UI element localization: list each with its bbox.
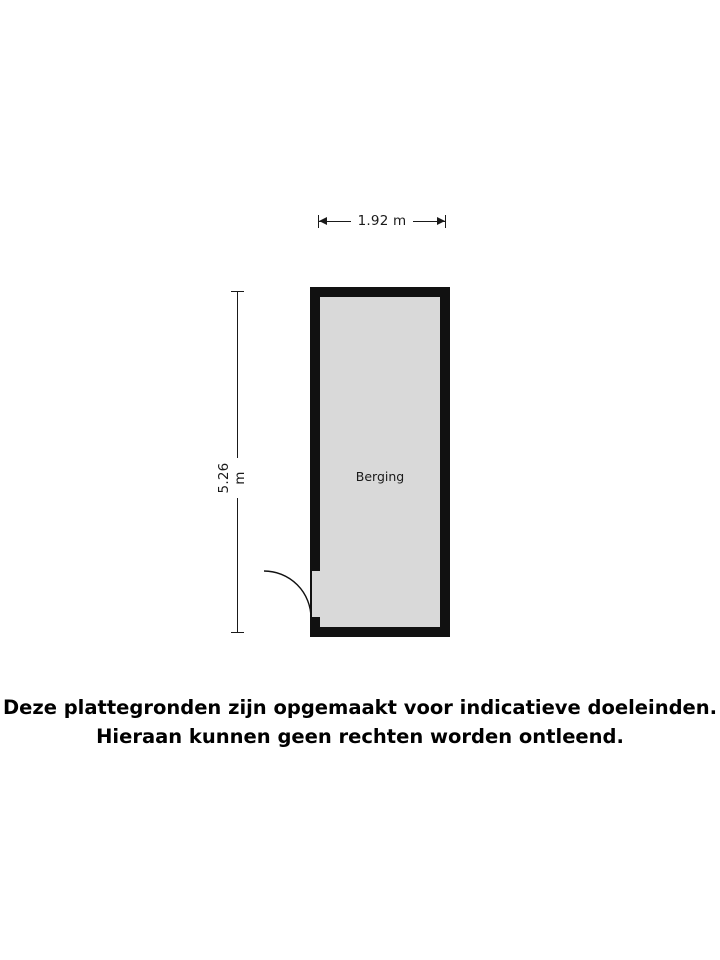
dimension-width-label-wrap: [0, 213, 720, 229]
disclaimer-line-1: Deze plattegronden zijn opgemaakt voor indicatieve doeleinden.: [2, 696, 718, 719]
room-berging-label: Berging: [355, 469, 405, 484]
disclaimer-text: [0, 693, 720, 751]
room-berging-label-wrap: [0, 469, 720, 484]
room-berging-floor: [320, 297, 440, 627]
room-berging: [310, 287, 450, 637]
dimension-height-cap-top: [231, 291, 244, 292]
dimension-height-label: 5.26 m: [216, 458, 248, 498]
dimension-height-cap-bottom: [231, 632, 244, 633]
dimension-width-label: 1.92 m: [351, 213, 414, 229]
disclaimer-line-2: Hieraan kunnen geen rechten worden ontleend.: [96, 725, 624, 748]
door-swing-icon: [262, 570, 312, 620]
